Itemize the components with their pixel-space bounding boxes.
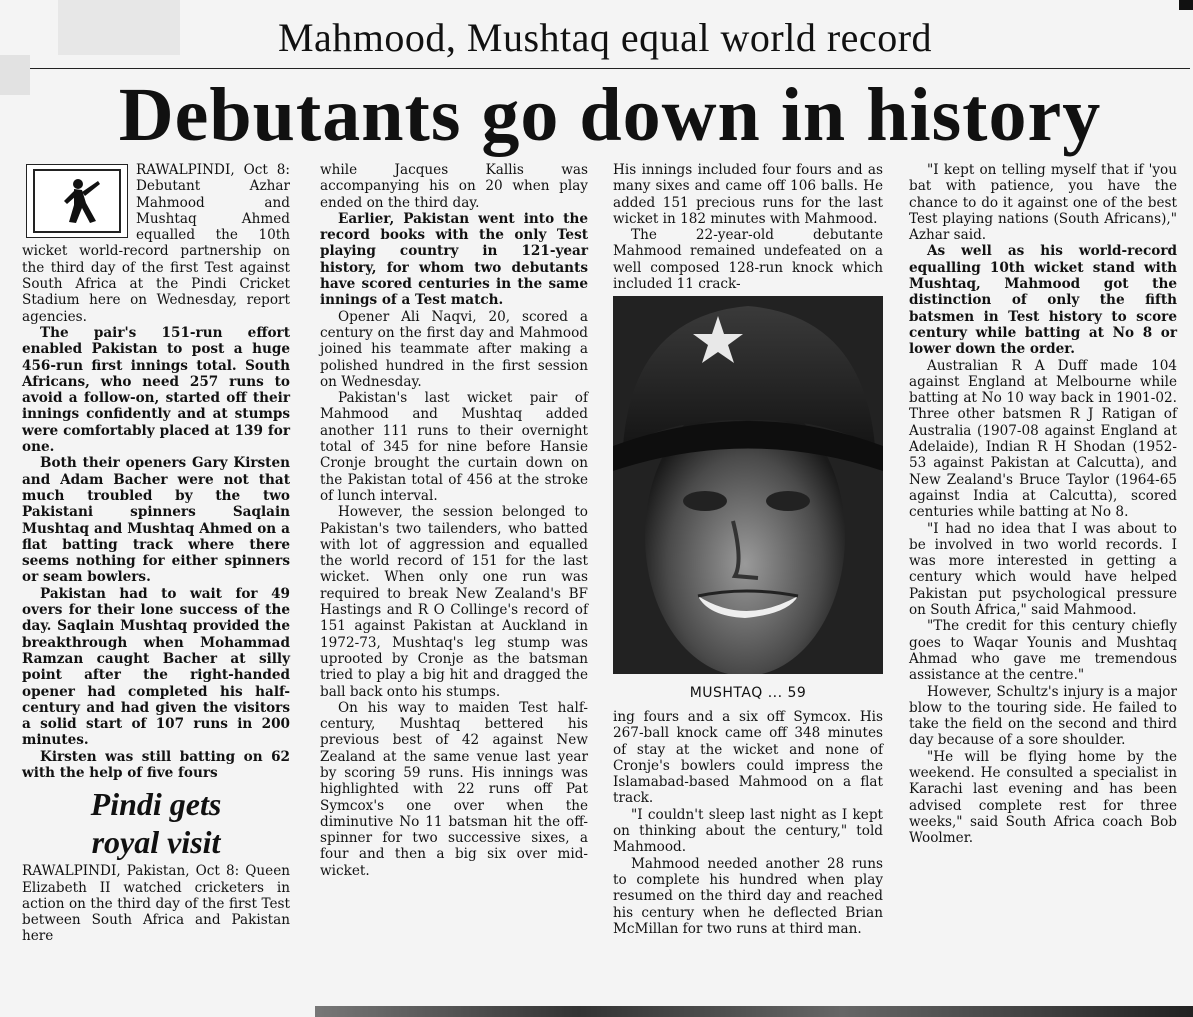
paragraph: The pair's 151-run effort enabled Pakistan to post a huge 456-run first innings total. South Africans, who need 257 runs to avoid a follow-on, started off their innings confidently and at stumps were comfortably placed at 139 for one.	[22, 324, 290, 456]
next-article-image-edge	[315, 1006, 1193, 1017]
paragraph: On his way to maiden Test half-century, Mushtaq bettered his previous best of 42 against New Zealand at the same venue last year by scoring 59 runs. His innings was highlighted with 22 runs off Pat Symcox's one over when the diminutive No 11 batsman hit the off-spinner for two successive sixes, a four and then a big six over mid-wicket.	[320, 699, 588, 879]
paragraph: Australian R A Duff made 104 against England at Melbourne while batting at No 10 way back in 1901-02. Three other batsmen R J Ratigan of Australia (1907-08 against England at Adelaide), Indian R H Shodan (1952-53 against Pakistan at Calcutta), and New Zealand's Bruce Taylor (1964-65 against India at Calcutta), scored centuries while batting at No 8.	[909, 357, 1177, 521]
sub-headline: Pindi gets royal visit	[90, 786, 222, 861]
paragraph: However, Schultz's injury is a major blow to the touring side. He failed to take the field on the second and third day because of a sore shoulder.	[909, 683, 1177, 749]
paragraph: while Jacques Kallis was accompanying his on 20 when play ended on the third day.	[320, 162, 588, 211]
paragraph: Both their openers Gary Kirsten and Adam Bacher were not that much troubled by the two Pakistani spinners Saqlain Mushtaq and Mushtaq Ahmed on a flat batting track where there seems nothing for either spinners or seam bowlers.	[22, 455, 290, 586]
paragraph: His innings included four fours and as many sixes and came off 106 balls. He added 151 precious runs for the last wicket in 182 minutes with Mahmood.	[613, 162, 883, 227]
main-headline: Debutants go down in history	[118, 73, 1102, 157]
cricketer-batting-icon	[26, 164, 128, 238]
paragraph: RAWALPINDI, Pakistan, Oct 8: Queen Elizabeth II watched cricketers in action on the third day of the first Test between South Africa and Pakistan here	[22, 863, 290, 945]
paragraph: Earlier, Pakistan went into the record books with the only Test playing country in 121-year history, for whom two debutants have scored centuries in the same innings of a Test match.	[320, 210, 588, 309]
article-column-3	[613, 162, 883, 937]
player-photo	[613, 296, 883, 674]
scan-smudge	[58, 0, 180, 55]
article-column-4	[909, 162, 1177, 846]
paragraph: Kirsten was still batting on 62 with the help of five fours	[22, 748, 290, 781]
paragraph: Mahmood needed another 28 runs to complete his hundred when play resumed on the third day and reached his century when he deflected Brian McMillan for two runs at third man.	[613, 855, 883, 937]
paragraph: "The credit for this century chiefly goes to Waqar Younis and Mushtaq Ahmad who gave me tremendous assistance at the centre."	[909, 618, 1177, 684]
paragraph: "I couldn't sleep last night as I kept on thinking about the century," told Mahmood.	[613, 806, 883, 856]
paragraph: RAWALPINDI, Oct 8: Debutant Azhar Mahmood and Mushtaq Ahmed equalled the 10th wicket world-record partnership on the third day of the first Test against South Africa at the Pindi Cricket Stadium here on Wednesday, report agencies.	[22, 162, 290, 325]
paragraph: ing fours and a six off Symcox. His 267-ball knock came off 348 minutes of stay at the wicket and none of Cronje's bowlers could impress the Islamabad-based Mahmood on a flat track.	[613, 708, 883, 807]
paragraph: Opener Ali Naqvi, 20, scored a century on the first day and Mahmood joined his teammate after making a polished hundred in the first session on Wednesday.	[320, 308, 588, 390]
paragraph: As well as his world-record equalling 10th wicket stand with Mushtaq, Mahmood got the distinction of only the fifth batsmen in Test history to score century while batting at No 8 or lower down the order.	[909, 243, 1177, 358]
article-column-1	[22, 162, 290, 945]
divider	[30, 68, 1190, 69]
paragraph: Pakistan's last wicket pair of Mahmood and Mushtaq added another 111 runs to their overnight total of 345 for nine before Hansie Cronje brought the curtain down on the Pakistan total of 456 at the stroke of lunch interval.	[320, 390, 588, 504]
paragraph: "I kept on telling myself that if 'you bat with patience, you have the chance to do it against one of the best Test playing nations (South Africans)," Azhar said.	[909, 162, 1177, 244]
photo-caption: MUSHTAQ ... 59	[689, 684, 807, 701]
article-column-2	[320, 162, 588, 879]
paragraph: The 22-year-old debutante Mahmood remained undefeated on a well composed 128-run knock which included 11 crack-	[613, 227, 883, 293]
scan-edge-mark	[1179, 0, 1193, 10]
paragraph: Pakistan had to wait for 49 overs for their lone success of the day. Saqlain Mushtaq provided the breakthrough when Mohammad Ramzan caught Bacher at silly point after the right-handed opener had completed his half-century and had given the visitors a solid start of 107 runs in 200 minutes.	[22, 585, 290, 749]
paragraph: "He will be flying home by the weekend. He consulted a specialist in Karachi last evening and has been advised complete rest for three weeks," said South Africa coach Bob Woolmer.	[909, 748, 1177, 847]
kicker-headline: Mahmood, Mushtaq equal world record	[277, 15, 933, 60]
paragraph: However, the session belonged to Pakistan's two tailenders, who batted with lot of aggression and equalled the world record of 151 for the last wicket. When only one run was required to break New Zealand's BF Hastings and R O Collinge's record of 151 against Pakistan at Auckland in 1972-73, Mushtaq's leg stump was uprooted by Cronje as the batsman tried to play a big hit and dragged the ball back onto his stumps.	[320, 504, 588, 700]
paragraph: "I had no idea that I was about to be involved in two world records. I was more interested in getting a century which would have helped Pakistan put psychological pressure on South Africa," said Mahmood.	[909, 520, 1177, 619]
scan-smudge	[0, 55, 30, 95]
